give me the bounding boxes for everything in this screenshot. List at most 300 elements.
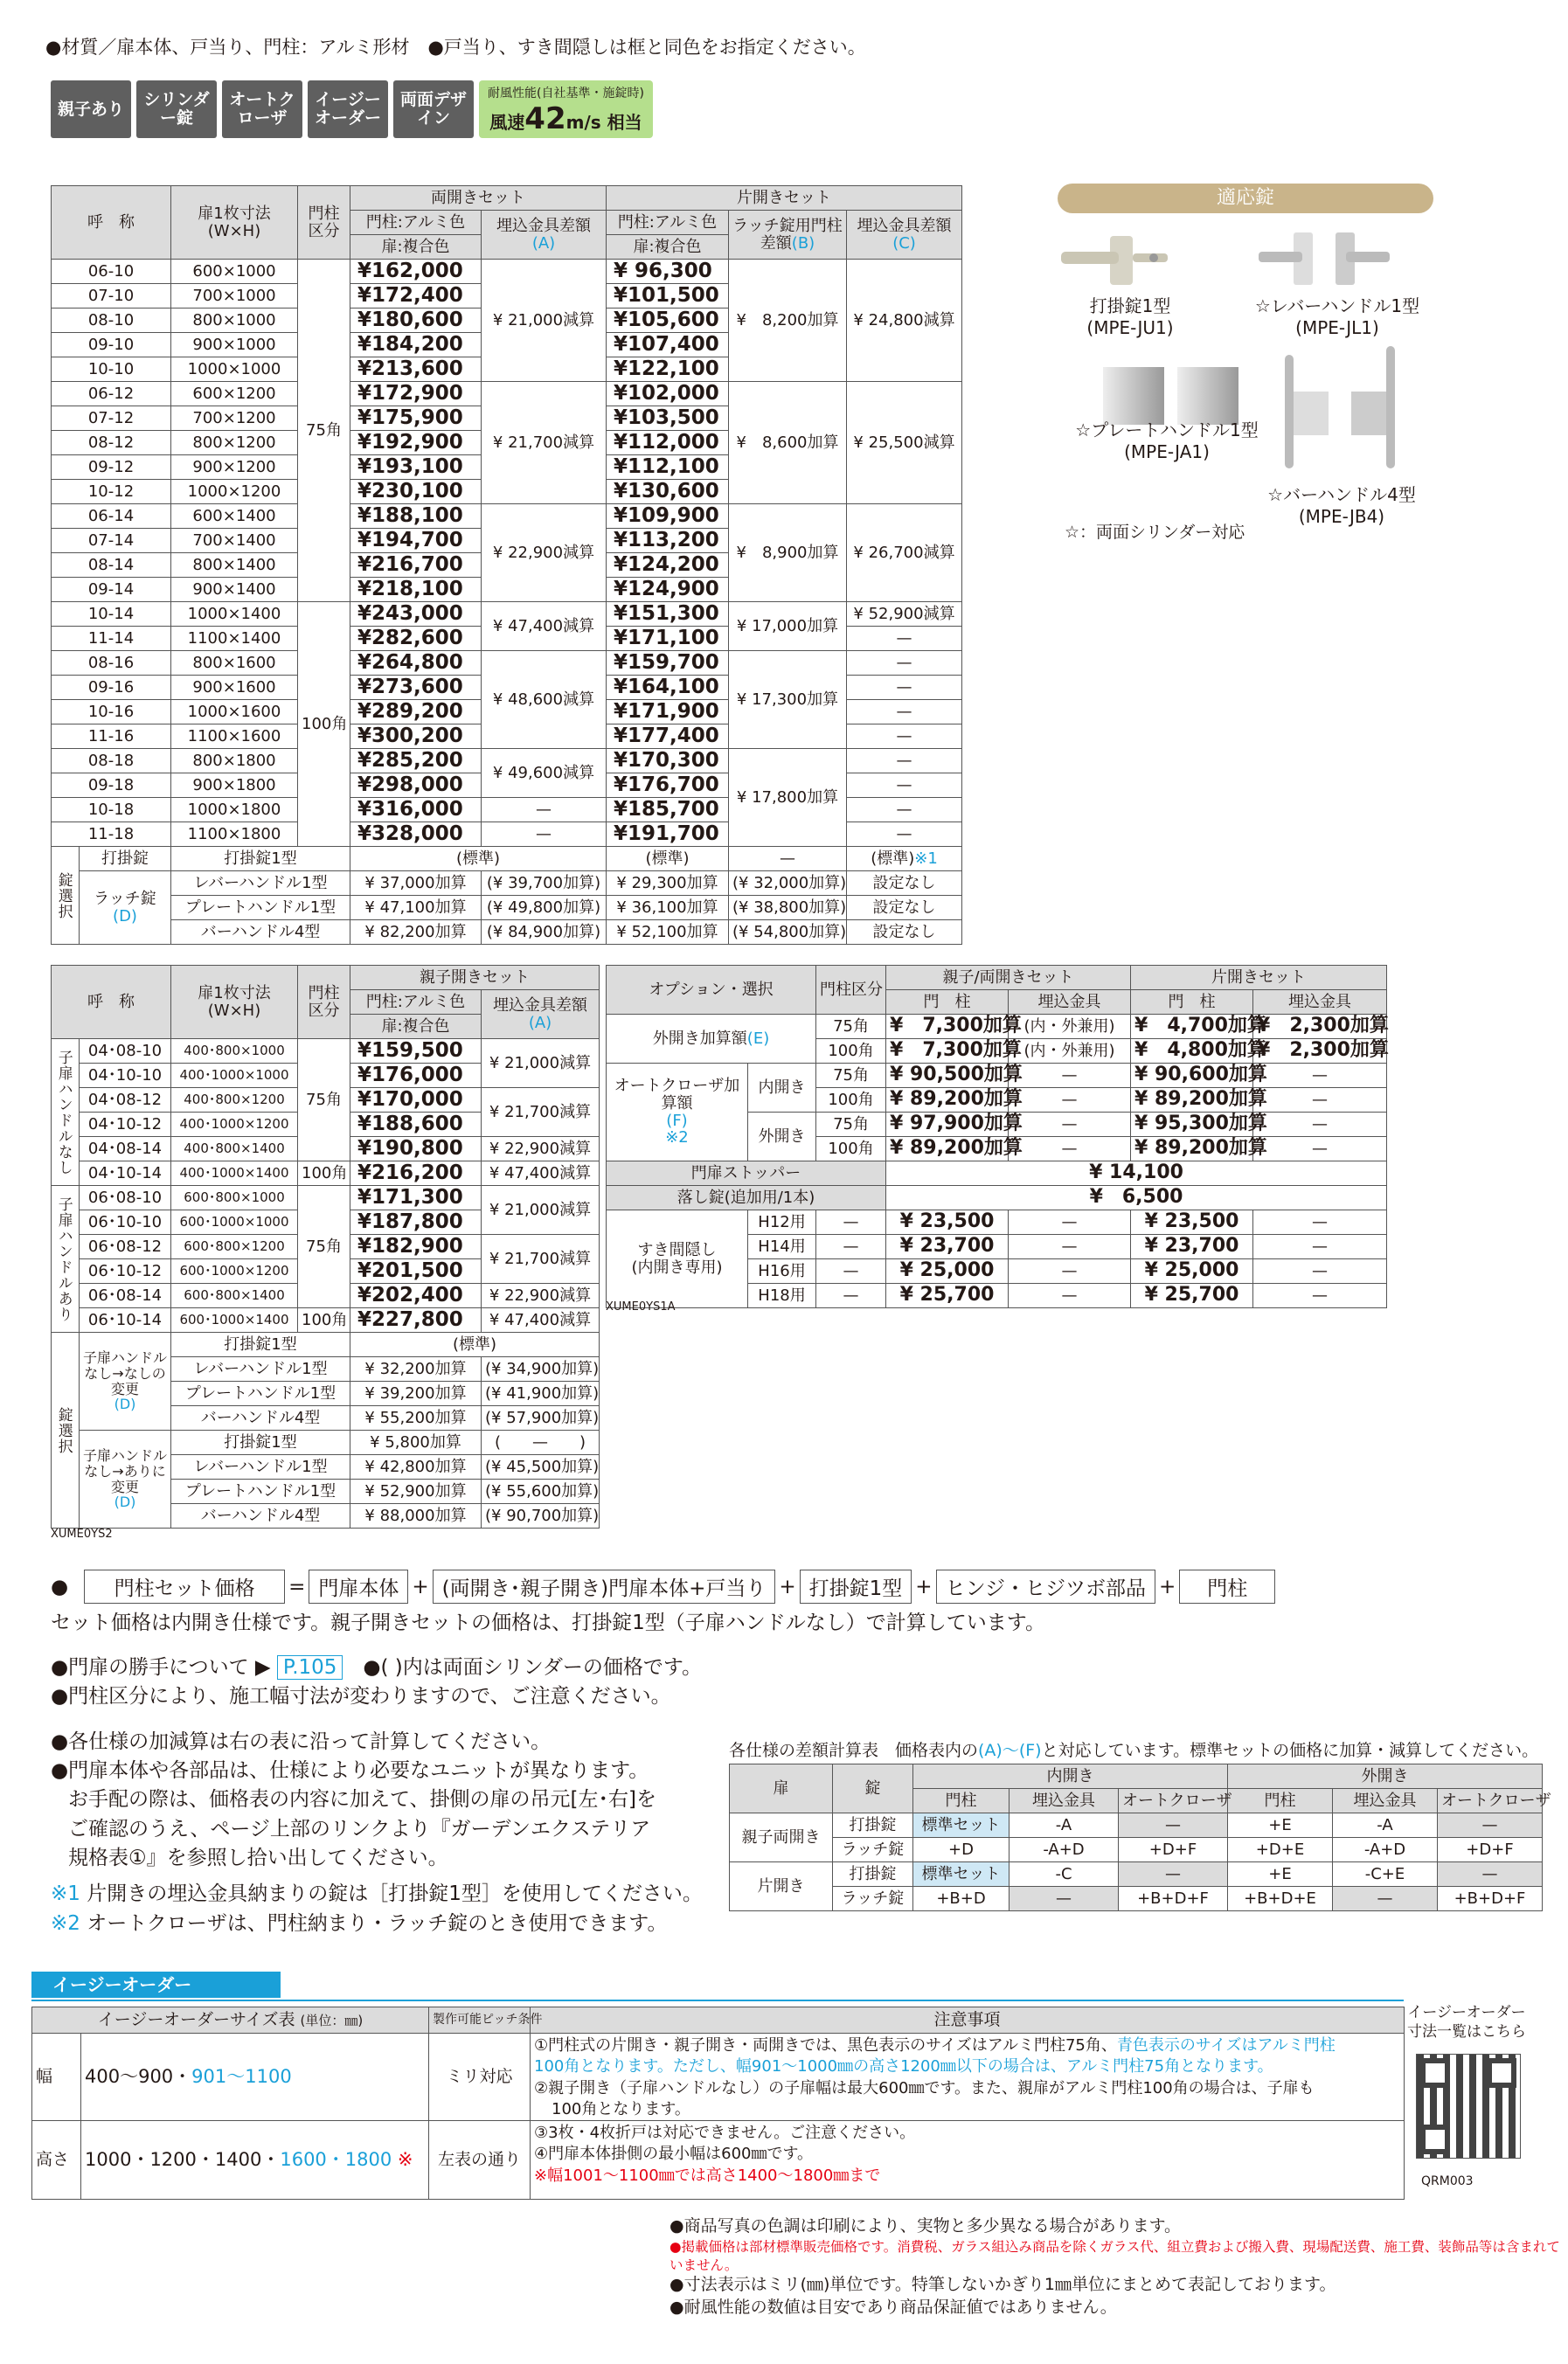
price-single: ¥105,600 — [607, 308, 729, 333]
opt-outward-text: 外開き加算額 — [652, 1029, 747, 1048]
apply-item-3-code: (MPE-JA1) — [1124, 441, 1210, 462]
wind-label: 風速 — [489, 112, 525, 133]
row-size: 700×1200 — [171, 406, 298, 431]
grp-no-handle — [52, 1039, 80, 1186]
calc-cell: -A+D — [1333, 1838, 1438, 1862]
foot-3: ●寸法表示はミリ(㎜)単位です。特筆しないかぎり1㎜単位にまとめて表記しております。 — [670, 2275, 1336, 2295]
opt-gap-post: — — [816, 1259, 886, 1284]
calc-cell: +B+D+F — [1119, 1887, 1228, 1911]
opt-outside: 外開き — [748, 1113, 816, 1161]
easy-h1-label: イージーオーダーサイズ表 — [97, 2010, 295, 2030]
formula — [51, 1570, 1279, 1604]
formula-item-3: 打掛錠1型 — [800, 1570, 912, 1604]
price-single: ¥124,900 — [607, 578, 729, 602]
calc-cell: — — [1438, 1862, 1543, 1887]
opt-gap-hw1: — — [1009, 1210, 1131, 1235]
lock-single-cyl: (¥ 54,800加算) — [729, 920, 847, 945]
easy-n1a: ①門柱式の片開き・親子開き・両開きでは、黒色表示のサイズはアルミ門柱75角、 — [534, 2036, 1117, 2055]
lock-single-c — [847, 871, 962, 896]
row-name: 11-14 — [52, 627, 171, 651]
calc-cell: — — [1009, 1887, 1119, 1911]
calc-cell: +E — [1228, 1813, 1333, 1838]
opt-post: 100角 — [816, 1137, 886, 1161]
row-name: 09-14 — [52, 578, 171, 602]
calc-cell: — — [1119, 1813, 1228, 1838]
row-size: 900×1400 — [171, 578, 298, 602]
opt-auto — [607, 1064, 748, 1161]
row-size: 900×1600 — [171, 676, 298, 700]
calc-row — [730, 1813, 1543, 1838]
lock-name: レバーハンドル1型 — [171, 1455, 350, 1480]
price: ¥182,900 — [350, 1235, 482, 1259]
lock-image-jl1 — [1259, 229, 1390, 290]
lock-row — [52, 847, 962, 871]
opt-gap-row — [607, 1210, 1387, 1235]
row-name: 11-16 — [52, 724, 171, 749]
post-75: 75角 — [298, 1039, 350, 1161]
option-table — [606, 965, 1387, 1308]
easy-w-val-b: 901〜1100 — [191, 2066, 292, 2088]
easy-tag-line — [31, 2000, 1404, 2001]
opt-gap-hw2: — — [1253, 1210, 1387, 1235]
easy-w-label: 幅 — [32, 2034, 81, 2121]
lock-price: ¥ 88,000加算 — [350, 1504, 482, 1529]
lock-price-cyl: (¥ 45,500加算) — [482, 1455, 600, 1480]
price: ¥187,800 — [350, 1210, 482, 1235]
row-size: 800×1600 — [171, 651, 298, 676]
row-size: 800×1800 — [171, 749, 298, 773]
calc-cell: — — [1119, 1862, 1228, 1887]
lock-double-cyl: (¥ 49,800加算) — [482, 896, 607, 920]
diff-b: ¥ 17,300加算 — [729, 651, 847, 749]
opt-h-p2: 門 柱 — [1131, 990, 1253, 1015]
row-size: 400･800×1000 — [171, 1039, 298, 1064]
easy-notes-2 — [531, 2121, 1405, 2200]
bar-handle-icon — [1281, 346, 1404, 477]
note-l8 — [51, 1880, 741, 1909]
opt-drop: 落し錠(追加用/1本) — [607, 1186, 886, 1210]
lock-price-cyl: (¥ 41,900加算) — [482, 1382, 600, 1406]
apply-item-2 — [1245, 292, 1429, 338]
top-note: ●材質／扉本体、戸当り、門柱：アルミ形材 ●戸当り、すき間隠しは框と同色をお指定ください。 — [45, 37, 866, 58]
qr-code-label: QRM003 — [1421, 2174, 1474, 2188]
easy-h-val — [81, 2121, 429, 2200]
row-name: 04･10-14 — [80, 1161, 171, 1186]
opt-h-post: 門柱区分 — [816, 966, 886, 1015]
t2-h-diff — [482, 990, 600, 1039]
table-row — [52, 651, 962, 676]
note-l8-text: 片開きの埋込金具納まりの錠は［打掛錠1型］を使用してください。 — [87, 1882, 703, 1906]
lock-single-cyl: (¥ 38,800加算) — [729, 896, 847, 920]
lock-name: レバーハンドル1型 — [171, 871, 350, 896]
diff-a: ¥ 21,000減算 — [482, 260, 607, 382]
lock-price: ¥ 39,200加算 — [350, 1382, 482, 1406]
row-size: 1000×1600 — [171, 700, 298, 724]
price-single: ¥159,700 — [607, 651, 729, 676]
opt-h-hw1: 埋込金具 — [1009, 990, 1131, 1015]
lock-single-c — [847, 896, 962, 920]
row-size: 600･800×1400 — [171, 1284, 298, 1308]
post-75: 75角 — [298, 260, 350, 602]
diff-c: — — [847, 749, 962, 773]
lock-row — [52, 1333, 600, 1357]
grp-no-handle-text: 子扉ハンドルなし — [54, 1049, 73, 1175]
price-double: ¥162,000 — [350, 260, 482, 284]
diff-c: ¥ 24,800減算 — [847, 260, 962, 382]
lock-price-cyl: (¥ 34,900加算) — [482, 1357, 600, 1382]
t2-h-al: 門柱:アルミ色 — [350, 990, 482, 1015]
table-row — [52, 504, 962, 529]
lock-image-ju1 — [1058, 229, 1180, 290]
price-single: ¥171,900 — [607, 700, 729, 724]
price-single: ¥185,700 — [607, 798, 729, 822]
calc-h-c0: 門柱 — [913, 1789, 1009, 1813]
apply-lock-title: 適応錠 — [1058, 184, 1433, 213]
lock-select-label — [52, 1333, 80, 1529]
calc-lock: ラッチ錠 — [833, 1887, 913, 1911]
row-name: 04･08-14 — [80, 1137, 171, 1161]
opt-auto-code: (F) — [666, 1111, 688, 1130]
row-size: 1100×1600 — [171, 724, 298, 749]
calc-cell: +D+F — [1119, 1838, 1228, 1862]
table-row — [52, 1308, 600, 1333]
lock-change — [80, 1333, 171, 1431]
formula-item-0: 門柱セット価格 — [84, 1570, 285, 1604]
opt-gap-hw2: — — [1253, 1284, 1387, 1308]
opt-hw2: ¥ 2,300加算 — [1253, 1039, 1387, 1064]
opt-p2: ¥ 89,200加算 — [1131, 1088, 1253, 1113]
wind-unit: m/s — [565, 112, 601, 133]
lock-image-jb4 — [1281, 346, 1404, 482]
row-name: 06-14 — [52, 504, 171, 529]
opt-p2: ¥ 4,700加算 — [1131, 1015, 1253, 1039]
lock-name: バーハンドル4型 — [171, 1504, 350, 1529]
price-single: ¥170,300 — [607, 749, 729, 773]
page-link[interactable]: P.105 — [277, 1655, 343, 1680]
row-name: 04･08-12 — [80, 1088, 171, 1113]
badge-easyorder: イージーオーダー — [308, 80, 388, 138]
easy-w-val — [81, 2034, 429, 2121]
lock-name: レバーハンドル1型 — [171, 1357, 350, 1382]
diff-c: ¥ 25,500減算 — [847, 382, 962, 504]
price-single: ¥176,700 — [607, 773, 729, 798]
row-name: 10-12 — [52, 480, 171, 504]
price: ¥202,400 — [350, 1284, 482, 1308]
row-size: 1000×1400 — [171, 602, 298, 627]
lock-change-code: (D) — [114, 1396, 136, 1413]
opt-gap-post: — — [816, 1210, 886, 1235]
price: ¥170,000 — [350, 1088, 482, 1113]
price: ¥171,300 — [350, 1186, 482, 1210]
lock-row — [52, 920, 962, 945]
h-double: 両開きセット — [350, 186, 607, 211]
easy-n2a: ②親子開き（子扉ハンドルなし）の子扉幅は最大600㎜です。また、親扉がアルミ門柱100角の場合は、子扉も — [534, 2078, 1315, 2097]
opt-drop-row — [607, 1186, 1387, 1210]
row-size: 600･800×1200 — [171, 1235, 298, 1259]
foot-2: ●掲載価格は部材標準販売価格です。消費税、ガラス組込み商品を除くガラス代、組立費および搬入費、現場配送費、施工費、装飾品等は含まれていません。 — [670, 2238, 1560, 2273]
diff-c: — — [847, 627, 962, 651]
row-size: 1000×1200 — [171, 480, 298, 504]
row-name: 10-16 — [52, 700, 171, 724]
row-size: 600･1000×1200 — [171, 1259, 298, 1284]
h-diffA-label: 埋込金具差額 — [496, 216, 591, 235]
wind-badge — [479, 80, 653, 138]
price-double: ¥282,600 — [350, 627, 482, 651]
opt-gap-h: H16用 — [748, 1259, 816, 1284]
row-name: 07-14 — [52, 529, 171, 553]
price-single: ¥124,200 — [607, 553, 729, 578]
row-name: 06-10 — [52, 260, 171, 284]
lock-price-cyl: (¥ 57,900加算) — [482, 1406, 600, 1431]
calc-lock: 打掛錠 — [833, 1862, 913, 1887]
lock-row — [52, 896, 962, 920]
apply-item-1-name: 打掛錠1型 — [1089, 295, 1171, 316]
diff-a: ¥ 22,900減算 — [482, 504, 607, 602]
price-double: ¥193,100 — [350, 455, 482, 480]
price-single: ¥112,000 — [607, 431, 729, 455]
calc-cell: 標準セット — [913, 1862, 1009, 1887]
lock-latch-code: (D) — [113, 906, 137, 925]
row-name: 08-14 — [52, 553, 171, 578]
h-al2: 門柱:アルミ色 — [607, 211, 729, 235]
calc-title-a: 各仕様の差額計算表 価格表内の — [729, 1741, 979, 1760]
price-double: ¥184,200 — [350, 333, 482, 357]
diff-b: ¥ 8,600加算 — [729, 382, 847, 504]
opt-hw1: — — [1009, 1113, 1131, 1137]
lock-name: プレートハンドル1型 — [171, 1480, 350, 1504]
opt-gap-p2: ¥ 25,000 — [1131, 1259, 1253, 1284]
lock-single: ¥ 29,300加算 — [607, 871, 729, 896]
easy-h1-unit: (単位：㎜) — [300, 2013, 364, 2029]
calc-cell: — — [1333, 1887, 1438, 1911]
qr-code[interactable] — [1416, 2054, 1521, 2159]
note-l9-text: オートクローザは、門柱納まり・ラッチ錠のとき使用できます。 — [87, 1911, 668, 1935]
calc-title-b: (A)〜(F) — [978, 1741, 1042, 1760]
opt-gap-text: すき間隠し — [637, 1240, 717, 1259]
price-single: ¥122,100 — [607, 357, 729, 382]
row-name: 10-10 — [52, 357, 171, 382]
diff-a: ¥ 49,600減算 — [482, 749, 607, 798]
row-name: 09-16 — [52, 676, 171, 700]
price: ¥201,500 — [350, 1259, 482, 1284]
wind-line1: 耐風性能(自社基準・施錠時) — [488, 87, 644, 101]
note-l1a: ●門扉の勝手について ▶ — [51, 1656, 271, 1679]
opt-p1: ¥ 97,900加算 — [886, 1113, 1009, 1137]
lock-select-label — [52, 847, 80, 945]
table-row — [52, 382, 962, 406]
price-single: ¥ 96,300 — [607, 260, 729, 284]
opt-gap-hw2: — — [1253, 1259, 1387, 1284]
lock-price: ¥ 42,800加算 — [350, 1455, 482, 1480]
calc-cell: +B+D+E — [1228, 1887, 1333, 1911]
price-double: ¥172,400 — [350, 284, 482, 308]
lock-change-code: (D) — [114, 1494, 136, 1511]
opt-hw1: (内・外兼用) — [1009, 1039, 1131, 1064]
easy-notes-1 — [531, 2034, 1405, 2121]
lock-double: ¥ 37,000加算 — [350, 871, 482, 896]
calc-group: 片開き — [730, 1862, 833, 1911]
h-post: 門柱区分 — [298, 186, 350, 260]
opt-outward-code: (E) — [746, 1029, 770, 1048]
lock-double: (標準) — [350, 847, 607, 871]
diff-b: ¥ 8,200加算 — [729, 260, 847, 382]
row-name: 04･10-12 — [80, 1113, 171, 1137]
lock-name: 打掛錠1型 — [171, 1431, 350, 1455]
calc-h-in: 内開き — [913, 1764, 1228, 1789]
opt-hw1: (内・外兼用) — [1009, 1015, 1131, 1039]
price-single: ¥130,600 — [607, 480, 729, 504]
row-name: 04･08-10 — [80, 1039, 171, 1064]
price-single: ¥164,100 — [607, 676, 729, 700]
opt-gap-p2: ¥ 23,700 — [1131, 1235, 1253, 1259]
diff-a: ¥ 48,600減算 — [482, 651, 607, 749]
lock-price: ¥ 5,800加算 — [350, 1431, 482, 1455]
diff-a: ¥ 21,700減算 — [482, 1088, 600, 1137]
opt-hw2: — — [1253, 1137, 1387, 1161]
grp-handle — [52, 1186, 80, 1333]
opt-drop-price: ¥ 6,500 — [886, 1186, 1387, 1210]
price-double: ¥188,100 — [350, 504, 482, 529]
lock-name: 打掛錠1型 — [171, 1333, 350, 1357]
easy-w-pitch: ミリ対応 — [429, 2034, 531, 2121]
opt-outward — [607, 1015, 816, 1064]
lock-select-text: 錠選択 — [54, 1406, 73, 1454]
row-name: 06･10-14 — [80, 1308, 171, 1333]
calc-cell: -C+E — [1333, 1862, 1438, 1887]
lever-handle-icon — [1259, 229, 1390, 290]
calc-lock: ラッチ錠 — [833, 1838, 913, 1862]
note-l6: ご確認のうえ、ページ上部のリンクより『ガーデンエクステリア — [68, 1817, 651, 1841]
easy-h3: 注意事項 — [531, 2007, 1405, 2034]
lock-single-c — [847, 847, 962, 871]
h-door2: 扉:複合色 — [607, 235, 729, 260]
lock-std-text: (標準) — [871, 849, 915, 868]
price-double: ¥192,900 — [350, 431, 482, 455]
foot-1: ●商品写真の色調は印刷により、実物と多少異なる場合があります。 — [670, 2216, 1182, 2236]
opt-gap-hw1: — — [1009, 1235, 1131, 1259]
note-l2: ●門柱区分により、施工幅寸法が変わりますので、ご注意ください。 — [51, 1685, 671, 1709]
price-double: ¥175,900 — [350, 406, 482, 431]
price-double: ¥213,600 — [350, 357, 482, 382]
h-diffA — [482, 211, 607, 260]
diff-c: — — [847, 724, 962, 749]
row-size: 400･800×1400 — [171, 1137, 298, 1161]
apply-item-4-name: ☆バーハンドル4型 — [1267, 484, 1416, 505]
h-single: 片開きセット — [607, 186, 962, 211]
opt-gap-h: H18用 — [748, 1284, 816, 1308]
row-name: 06･08-14 — [80, 1284, 171, 1308]
lock-name: バーハンドル4型 — [171, 1406, 350, 1431]
row-size: 900×1200 — [171, 455, 298, 480]
diff-c: — — [847, 798, 962, 822]
wind-line2 — [488, 101, 644, 136]
opt-hw2: — — [1253, 1113, 1387, 1137]
post-100: 100角 — [298, 1161, 350, 1186]
price: ¥176,000 — [350, 1064, 482, 1088]
lock-double-cyl: (¥ 84,900加算) — [482, 920, 607, 945]
lock-name: プレートハンドル1型 — [171, 1382, 350, 1406]
lock-single: (標準) — [607, 847, 729, 871]
diff-c: ¥ 52,900減算 — [847, 602, 962, 627]
opt-hw2: — — [1253, 1064, 1387, 1088]
price-single: ¥191,700 — [607, 822, 729, 847]
row-size: 600･800×1000 — [171, 1186, 298, 1210]
t2-code: XUME0YS2 — [51, 1528, 113, 1541]
price-single: ¥151,300 — [607, 602, 729, 627]
easy-n4: ④門扉本体掛側の最小幅は600㎜です。 — [534, 2145, 814, 2164]
lock-single-c-text: 設定なし — [872, 873, 936, 892]
row-name: 09-12 — [52, 455, 171, 480]
calc-h-c5: オートクローザ — [1438, 1789, 1543, 1813]
price-double: ¥298,000 — [350, 773, 482, 798]
easy-n2b: 100角となります。 — [552, 2099, 690, 2118]
calc-h-c3: 門柱 — [1228, 1789, 1333, 1813]
opt-stopper: 門扉ストッパー — [607, 1161, 886, 1186]
formula-item-5: 門柱 — [1179, 1570, 1275, 1604]
opt-h-hw2: 埋込金具 — [1253, 990, 1387, 1015]
lock-price: ¥ 52,900加算 — [350, 1480, 482, 1504]
apply-item-1-code: (MPE-JU1) — [1086, 317, 1174, 338]
row-size: 600×1400 — [171, 504, 298, 529]
wind-value: 42 — [524, 101, 566, 136]
h-diffC-code: (C) — [892, 233, 916, 253]
easy-h-mark: ※ — [397, 2149, 413, 2171]
lock-price-cyl: (¥ 90,700加算) — [482, 1504, 600, 1529]
diff-a: ¥ 47,400減算 — [482, 1308, 600, 1333]
opt-h-double: 親子/両開きセット — [886, 966, 1131, 990]
row-name: 06･10-10 — [80, 1210, 171, 1235]
diff-a: ¥ 22,900減算 — [482, 1284, 600, 1308]
opt-gap-hw1: — — [1009, 1259, 1131, 1284]
row-size: 1100×1800 — [171, 822, 298, 847]
diff-a: ¥ 21,000減算 — [482, 1186, 600, 1235]
calc-cell: -A — [1333, 1813, 1438, 1838]
price-single: ¥107,400 — [607, 333, 729, 357]
price: ¥188,600 — [350, 1113, 482, 1137]
easy-order-table — [31, 2007, 1405, 2200]
row-size: 1100×1400 — [171, 627, 298, 651]
lock-type-tsuke: 打掛錠 — [80, 847, 171, 871]
formula-op-2: + — [779, 1575, 796, 1598]
opt-p2: ¥ 90,600加算 — [1131, 1064, 1253, 1088]
opt-p1: ¥ 90,500加算 — [886, 1064, 1009, 1088]
row-size: 600×1200 — [171, 382, 298, 406]
row-name: 06-12 — [52, 382, 171, 406]
t2-h-post: 門柱区分 — [298, 966, 350, 1039]
opt-stopper-price: ¥ 14,100 — [886, 1161, 1387, 1186]
easy-h1 — [32, 2007, 429, 2034]
opt-gap-p1: ¥ 25,700 — [886, 1284, 1009, 1308]
note-l7: 規格表①』を参照し拾い出してください。 — [68, 1847, 448, 1870]
opt-gap-post: — — [816, 1284, 886, 1308]
calc-title-c: と対応しています。標準セットの価格に加算・減算してください。 — [1041, 1741, 1539, 1760]
h-al: 門柱:アルミ色 — [350, 211, 482, 235]
price-table-main — [51, 185, 962, 945]
opt-p2: ¥ 4,800加算 — [1131, 1039, 1253, 1064]
lock-latch-text: ラッチ錠 — [94, 889, 156, 908]
badge-closer: オートクローザ — [222, 80, 302, 138]
easy-h-val-b: 1600・1800 — [280, 2149, 392, 2171]
apply-item-3-name: ☆プレートハンドル1型 — [1075, 419, 1259, 440]
table-row — [52, 1186, 600, 1210]
price: ¥190,800 — [350, 1137, 482, 1161]
apply-note: ☆：両面シリンダー対応 — [1065, 523, 1245, 542]
notes-block — [51, 1653, 741, 1938]
diff-b: ¥ 17,800加算 — [729, 749, 847, 847]
price-single: ¥112,100 — [607, 455, 729, 480]
opt-code: XUME0YS1A — [606, 1300, 676, 1314]
diff-a: ¥ 22,900減算 — [482, 1137, 600, 1161]
